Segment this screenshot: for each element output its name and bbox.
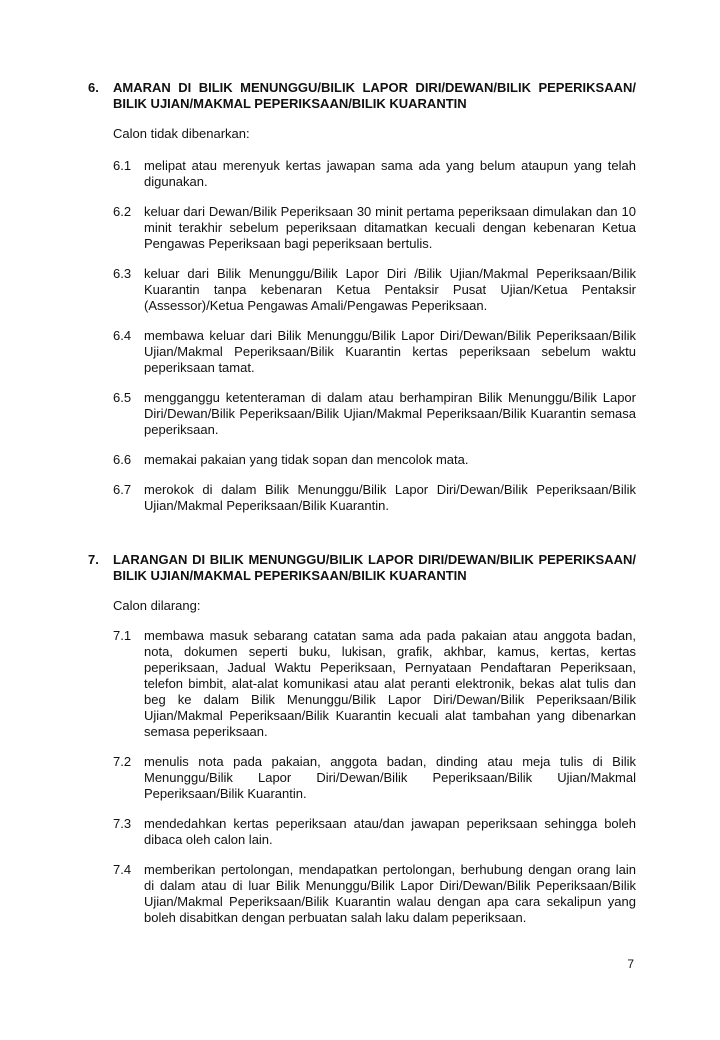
item-text: membawa masuk sebarang catatan sama ada pada pakaian atau anggota badan, nota, dokumen seperti buku, lukisan, grafik, akhbar, kamus, kertas, kertas peperiksaan, Jadual Waktu Peperiksaan, Pernyataan Pendaftaran Peperiksaan, telefon bimbit, alat-alat komunikasi atau alat peranti elektronik, bekas alat tulis dan beg ke dalam Bilik Menunggu/Bilik Lapor Diri/Dewan/Bilik Peperiksaan/Bilik Ujian/Makmal Peperiksaan/Bilik Kuarantin kecuali alat tambahan yang dibenarkan semasa peperiksaan. [144, 628, 636, 739]
item-text: memberikan pertolongan, mendapatkan pertolongan, berhubung dengan orang lain di dalam atau di luar Bilik Menunggu/Bilik Lapor Diri/Dewan/Bilik Peperiksaan/Bilik Ujian/Makmal Peperiksaan/Bilik Kuarantin walau dengan apa cara sekalipun yang boleh disabitkan dengan perbuatan salah laku dalam peperiksaan. [144, 862, 636, 925]
item-text: mengganggu ketenteraman di dalam atau berhampiran Bilik Menunggu/Bilik Lapor Diri/Dewan/Bilik Peperiksaan/Bilik Ujian/Makmal Peperiksaan/Bilik Kuarantin semasa peperiksaan. [144, 390, 636, 437]
list-item [113, 390, 636, 438]
item-number: 6.7 [113, 482, 132, 497]
item-text: merokok di dalam Bilik Menunggu/Bilik Lapor Diri/Dewan/Bilik Peperiksaan/Bilik Ujian/Makmal Peperiksaan/Bilik Kuarantin. [144, 482, 636, 513]
item-number: 7.1 [113, 628, 132, 643]
item-number: 7.4 [113, 862, 132, 877]
list-item [113, 816, 636, 848]
item-text: keluar dari Bilik Menunggu/Bilik Lapor Diri /Bilik Ujian/Makmal Peperiksaan/Bilik Kuarantin tanpa kebenaran Ketua Pentaksir Pusat Ujian/Ketua Pentaksir (Assessor)/Ketua Pengawas Amali/Pengawas Peperiksaan. [144, 266, 636, 313]
list-item [113, 482, 636, 514]
section-number: 6. [88, 80, 99, 95]
item-text: mendedahkan kertas peperiksaan atau/dan jawapan peperiksaan sehingga boleh dibaca oleh calon lain. [144, 816, 636, 847]
item-text: melipat atau merenyuk kertas jawapan sama ada yang belum ataupun yang telah digunakan. [144, 158, 636, 189]
section-intro: Calon dilarang: [113, 598, 201, 613]
section-6 [88, 80, 636, 514]
section-items [88, 158, 636, 514]
item-number: 6.2 [113, 204, 132, 219]
list-item [113, 266, 636, 314]
list-item [113, 328, 636, 376]
item-text: keluar dari Dewan/Bilik Peperiksaan 30 minit pertama peperiksaan dimulakan dan 10 minit terakhir sebelum peperiksaan ditamatkan kecuali dengan kebenaran Ketua Pengawas Peperiksaan bagi peperiksaan bertulis. [144, 204, 636, 251]
list-item [113, 628, 636, 740]
section-7 [88, 552, 636, 926]
item-text: memakai pakaian yang tidak sopan dan mencolok mata. [144, 452, 469, 467]
section-title: LARANGAN DI BILIK MENUNGGU/BILIK LAPOR DIRI/DEWAN/BILIK PEPERIKSAAN/ BILIK UJIAN/MAKMAL PEPERIKSAAN/BILIK KUARANTIN [113, 552, 636, 583]
item-number: 6.5 [113, 390, 132, 405]
section-heading [88, 80, 636, 112]
list-item [113, 158, 636, 190]
item-number: 6.3 [113, 266, 132, 281]
section-items [88, 628, 636, 926]
page-number: 7 [627, 957, 634, 971]
list-item [113, 204, 636, 252]
item-number: 6.1 [113, 158, 132, 173]
section-heading [88, 552, 636, 584]
section-title: AMARAN DI BILIK MENUNGGU/BILIK LAPOR DIRI/DEWAN/BILIK PEPERIKSAAN/ BILIK UJIAN/MAKMAL PEPERIKSAAN/BILIK KUARANTIN [113, 80, 636, 111]
list-item [113, 862, 636, 926]
section-intro: Calon tidak dibenarkan: [113, 126, 250, 141]
list-item [113, 754, 636, 802]
item-text: menulis nota pada pakaian, anggota badan, dinding atau meja tulis di Bilik Menunggu/Bilik Lapor Diri/Dewan/Bilik Peperiksaan/Bilik Ujian/Makmal Peperiksaan/Bilik Kuarantin. [144, 754, 636, 801]
list-item [113, 452, 636, 468]
item-text: membawa keluar dari Bilik Menunggu/Bilik Lapor Diri/Dewan/Bilik Peperiksaan/Bilik Ujian/Makmal Peperiksaan/Bilik Kuarantin kertas peperiksaan sebelum waktu peperiksaan tamat. [144, 328, 636, 375]
item-number: 6.6 [113, 452, 132, 467]
item-number: 7.2 [113, 754, 132, 769]
item-number: 6.4 [113, 328, 132, 343]
section-number: 7. [88, 552, 99, 567]
item-number: 7.3 [113, 816, 132, 831]
